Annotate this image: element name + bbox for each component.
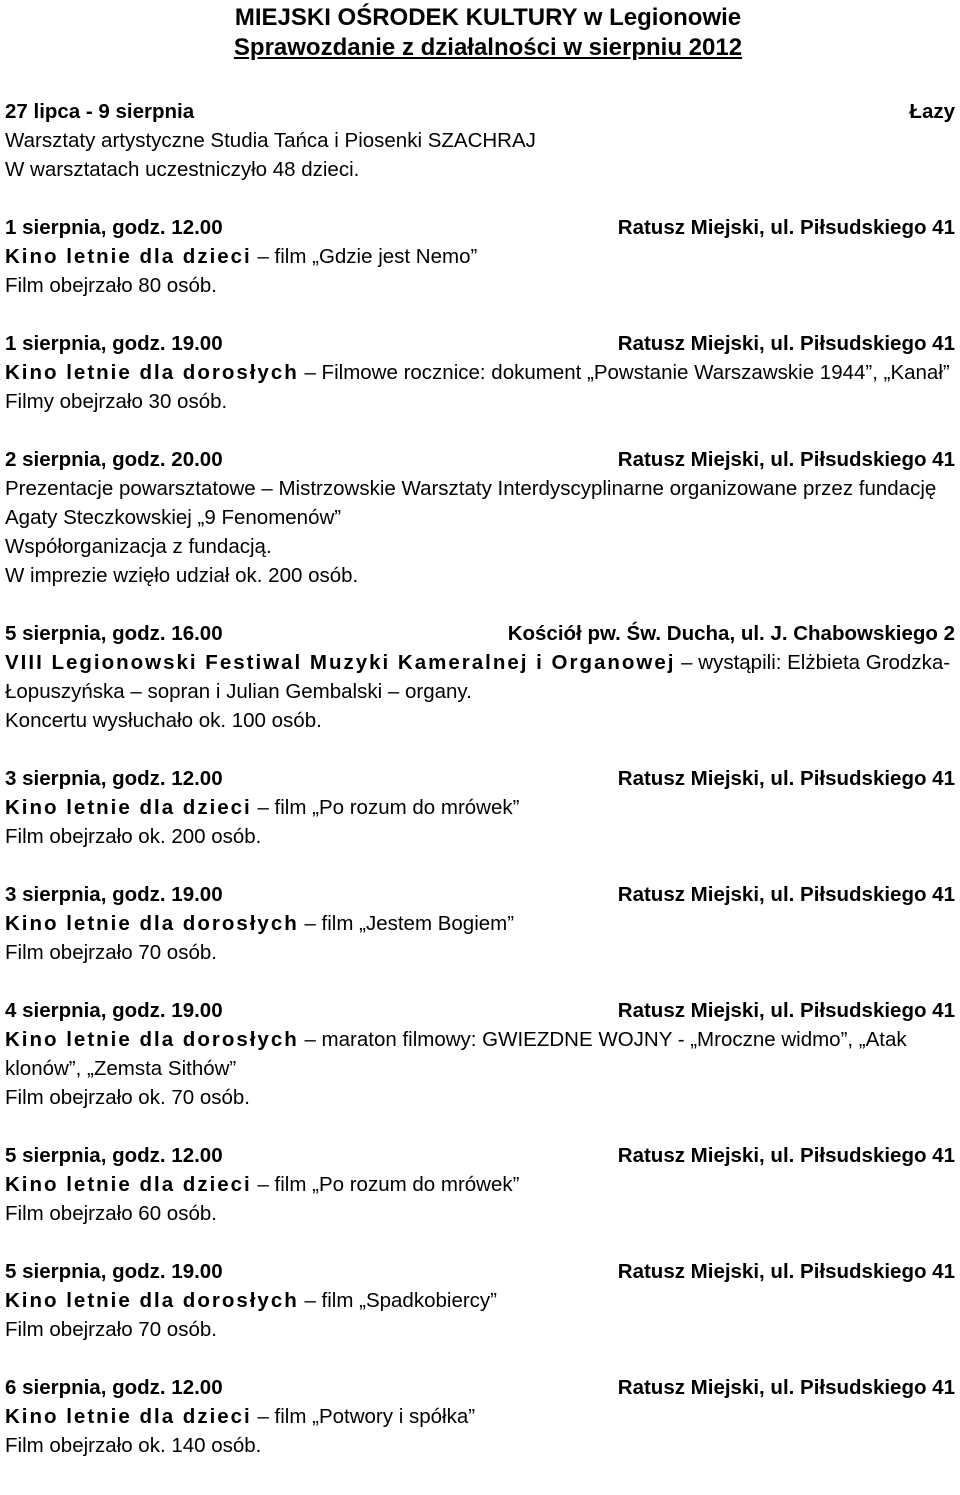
event-location: Ratusz Miejski, ul. Piłsudskiego 41	[617, 883, 955, 906]
event-list	[5, 97, 955, 1460]
event-location: Kościół pw. Św. Ducha, ul. J. Chabowskiego 2	[507, 622, 955, 645]
event-location: Ratusz Miejski, ul. Piłsudskiego 41	[617, 448, 955, 471]
event-description: – Filmowe rocznice: dokument „Powstanie Warszawskie 1944”, „Kanał”	[298, 361, 950, 384]
event-program: VIII Legionowski Festiwal Muzyki Kameralnej i Organowej	[5, 651, 676, 674]
event-dateline	[5, 213, 955, 242]
event-date: 4 sierpnia, godz. 19.00	[5, 999, 223, 1022]
event-program: Kino letnie dla dorosłych	[5, 361, 299, 384]
event-description: – wystąpili: Elżbieta Grodzka-Łopuszyńska – sopran i Julian Gembalski – organy.	[5, 651, 951, 703]
event-attendance: Film obejrzało 70 osób.	[5, 941, 217, 964]
event-program: Kino letnie dla dzieci	[5, 796, 252, 819]
event-location: Ratusz Miejski, ul. Piłsudskiego 41	[617, 1260, 955, 1283]
event-date: 3 sierpnia, godz. 19.00	[5, 883, 223, 906]
event-note: Współorganizacja z fundacją.	[5, 535, 272, 558]
document-subtitle: Sprawozdanie z działalności w sierpniu 2012	[233, 34, 743, 61]
event-date: 5 sierpnia, godz. 16.00	[5, 622, 223, 645]
event-dateline	[5, 880, 955, 909]
event-date: 3 sierpnia, godz. 12.00	[5, 767, 223, 790]
event-entry	[5, 619, 955, 735]
event-date: 1 sierpnia, godz. 12.00	[5, 216, 223, 239]
event-description-line	[5, 1170, 955, 1199]
event-entry	[5, 213, 955, 300]
event-attendance: Film obejrzało 70 osób.	[5, 1318, 217, 1341]
event-description: – film „Po rozum do mrówek”	[251, 1173, 520, 1196]
event-entry	[5, 329, 955, 416]
event-program: Kino letnie dla dorosłych	[5, 1028, 299, 1051]
event-description-line	[5, 242, 955, 271]
event-entry	[5, 1257, 955, 1344]
event-dateline	[5, 1257, 955, 1286]
event-dateline	[5, 445, 955, 474]
event-description-line	[5, 1025, 955, 1083]
event-entry	[5, 996, 955, 1112]
event-description-line	[5, 1286, 955, 1315]
event-description-line	[5, 793, 955, 822]
event-description-line	[5, 909, 955, 938]
event-description: – film „Po rozum do mrówek”	[251, 796, 520, 819]
event-attendance: Film obejrzało ok. 200 osób.	[5, 825, 262, 848]
event-description: – film „Spadkobiercy”	[298, 1289, 497, 1312]
event-location: Ratusz Miejski, ul. Piłsudskiego 41	[617, 332, 955, 355]
event-dateline	[5, 1141, 955, 1170]
event-description: – film „Gdzie jest Nemo”	[251, 245, 478, 268]
event-entry	[5, 1373, 955, 1460]
event-location: Ratusz Miejski, ul. Piłsudskiego 41	[617, 1144, 955, 1167]
event-dateline	[5, 764, 955, 793]
event-dateline	[5, 1373, 955, 1402]
document-title: MIEJSKI OŚRODEK KULTURY w Legionowie	[234, 4, 742, 31]
event-description: – film „Potwory i spółka”	[251, 1405, 476, 1428]
event-entry	[5, 445, 955, 590]
event-description: Prezentacje powarsztatowe – Mistrzowskie Warsztaty Interdyscyplinarne organizowane przez fundację Agaty Steczkowskiej „9 Fenomenów”	[5, 477, 937, 529]
event-program: Kino letnie dla dzieci	[5, 245, 252, 268]
event-entry	[5, 97, 955, 184]
event-location: Ratusz Miejski, ul. Piłsudskiego 41	[617, 1376, 955, 1399]
event-program: Kino letnie dla dorosłych	[5, 912, 299, 935]
event-date: 1 sierpnia, godz. 19.00	[5, 332, 223, 355]
document-page	[5, 0, 955, 1489]
event-dateline	[5, 996, 955, 1025]
event-program: Kino letnie dla dorosłych	[5, 1289, 299, 1312]
event-location: Ratusz Miejski, ul. Piłsudskiego 41	[617, 999, 955, 1022]
event-description-line	[5, 358, 955, 387]
event-attendance: Film obejrzało ok. 70 osób.	[5, 1086, 250, 1109]
event-date: 5 sierpnia, godz. 12.00	[5, 1144, 223, 1167]
event-attendance: Koncertu wysłuchało ok. 100 osób.	[5, 709, 322, 732]
event-program: Kino letnie dla dzieci	[5, 1173, 252, 1196]
event-location: Ratusz Miejski, ul. Piłsudskiego 41	[617, 216, 955, 239]
event-program: Kino letnie dla dzieci	[5, 1405, 252, 1428]
event-attendance: Filmy obejrzało 30 osób.	[5, 390, 228, 413]
event-date: 27 lipca - 9 sierpnia	[5, 100, 195, 123]
event-description: – film „Jestem Bogiem”	[298, 912, 515, 935]
event-description-line	[5, 648, 955, 706]
event-dateline	[5, 329, 955, 358]
event-description: – maraton filmowy: GWIEZDNE WOJNY - „Mroczne widmo”, „Atak klonów”, „Zemsta Sithów”	[5, 1028, 907, 1080]
event-date: 6 sierpnia, godz. 12.00	[5, 1376, 223, 1399]
event-description: Warsztaty artystyczne Studia Tańca i Piosenki SZACHRAJ	[5, 129, 536, 152]
event-location: Łazy	[909, 100, 955, 123]
event-description-line	[5, 1402, 955, 1431]
event-entry	[5, 880, 955, 967]
document-header	[5, 0, 955, 63]
event-date: 5 sierpnia, godz. 19.00	[5, 1260, 223, 1283]
event-attendance: Film obejrzało 80 osób.	[5, 274, 217, 297]
event-attendance: W imprezie wzięło udział ok. 200 osób.	[5, 564, 359, 587]
event-attendance: Film obejrzało 60 osób.	[5, 1202, 217, 1225]
event-dateline	[5, 619, 955, 648]
event-entry	[5, 764, 955, 851]
event-date: 2 sierpnia, godz. 20.00	[5, 448, 223, 471]
event-attendance: Film obejrzało ok. 140 osób.	[5, 1434, 262, 1457]
event-location: Ratusz Miejski, ul. Piłsudskiego 41	[617, 767, 955, 790]
event-attendance: W warsztatach uczestniczyło 48 dzieci.	[5, 158, 360, 181]
event-entry	[5, 1141, 955, 1228]
event-dateline	[5, 97, 955, 126]
